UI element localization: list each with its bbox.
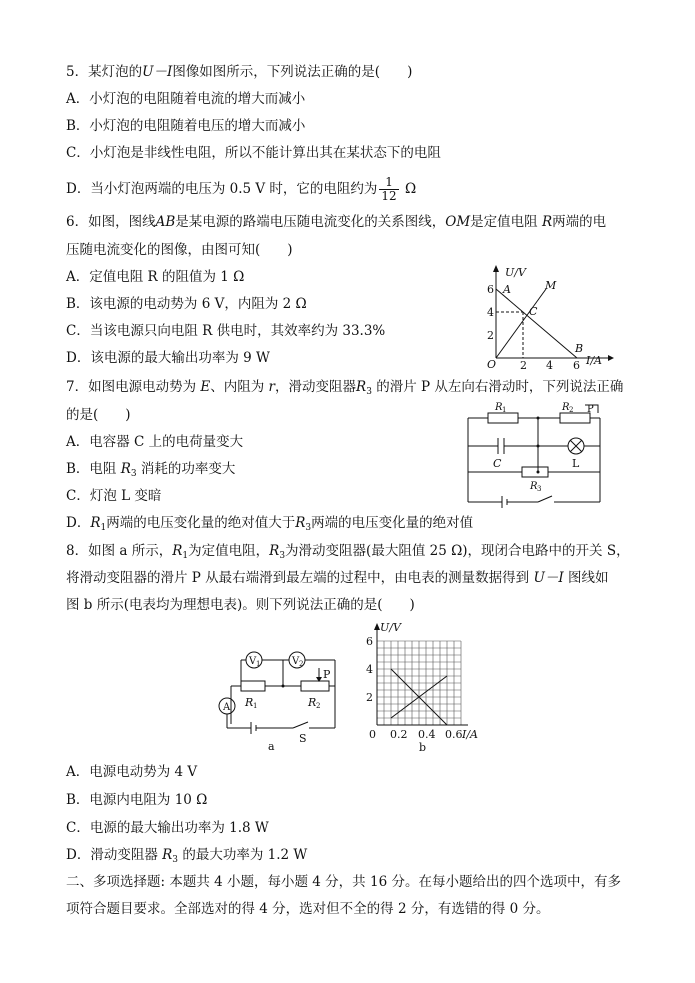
q8b-x-label: I/A: [462, 728, 478, 741]
q8b-xtick: 0.4: [418, 728, 436, 741]
q7-d-sub1: 1: [100, 523, 107, 533]
q8a-r1-label: R: [245, 696, 254, 709]
q8-r3: R: [269, 543, 280, 559]
q6-point-c: C: [529, 305, 538, 318]
q8-figure-a-circuit: [213, 640, 348, 752]
q8-d-r: R: [162, 847, 173, 863]
q7-text: ，滑动变阻器: [275, 379, 357, 395]
q5-stem-text: 5．某灯泡的: [66, 64, 143, 80]
q6-option-a: A．定值电阻 R 的阻值为 1 Ω: [66, 269, 245, 285]
q8-r3-sub: 3: [279, 551, 286, 561]
q7-r: r: [268, 379, 276, 395]
q8-figure-b-graph: [358, 618, 488, 752]
q5-d-denominator: 12: [381, 189, 397, 203]
q7-b-text: B．电阻: [66, 461, 121, 477]
q8b-ytick: 4: [366, 663, 373, 676]
q6-ytick: 4: [487, 306, 494, 319]
q8-r1: R: [172, 543, 183, 559]
q7-r3: R: [356, 379, 367, 395]
q8-text: 8．如图 a 所示，: [66, 543, 173, 559]
q7-r3-sub: 3: [366, 387, 372, 397]
q8a-caption: a: [268, 740, 275, 752]
q7-b-r: R: [120, 461, 131, 477]
q8-d-sub: 3: [172, 855, 179, 865]
q6-origin-label: O: [487, 358, 497, 370]
q6-option-b: B．该电源的电动势为 6 V，内阻为 2 Ω: [66, 296, 307, 312]
q8-option-a: A．电源电动势为 4 V: [66, 764, 198, 780]
q7-d-text-3: 两端的电压变化量的绝对值: [311, 515, 474, 531]
q7-label-l: L: [572, 457, 580, 470]
q7-text: 、内阻为: [210, 379, 265, 395]
q6-text: 是某电源的路端电压随电流变化的关系图线，: [175, 214, 446, 230]
q6-xtick: 6: [573, 359, 580, 370]
q8-text: 为滑动变阻器(最大阻值 25 Ω)，现闭合电路中的开关 S，: [285, 543, 630, 559]
q7-circuit: [460, 400, 610, 512]
q8a-s-label: S: [299, 732, 307, 745]
q8-d-text-2: 的最大功率为 1.2 W: [178, 847, 308, 863]
q8-stem-line1: [66, 541, 630, 561]
q5-stem: [66, 62, 412, 82]
q6-xtick: 4: [546, 359, 553, 370]
q5-d-text: D．当小灯泡两端的电压为 0.5 V 时，它的电阻约为: [66, 181, 378, 197]
q7-option-a: A．电容器 C 上的电荷量变大: [66, 434, 244, 450]
q6-y-arrow: [493, 265, 499, 272]
q8a-r2-label: R: [308, 696, 317, 709]
q8a-p-label: P: [323, 668, 331, 681]
q7-d-text-2: 两端的电压变化量的绝对值大于: [106, 515, 296, 531]
q6-ui-graph: [478, 262, 618, 370]
q8b-ytick: 6: [366, 635, 373, 648]
q7-stem-line1: [66, 377, 623, 397]
q8a-v2-sub: 2: [299, 660, 304, 668]
q5-stem-ui: U－I: [142, 64, 173, 80]
q7-stem-line2: 的是( ): [66, 407, 131, 423]
q6-option-c: C．当该电源只向电阻 R 供电时，其效率约为 33.3%: [66, 323, 386, 339]
q8-text: 图线如: [567, 570, 609, 586]
q8-ui: U－I: [533, 570, 564, 586]
q7-resistor-r1: [488, 413, 518, 423]
q5-option-d: [66, 176, 416, 203]
q5-stem-text-2: 图像如图所示，下列说法正确的是( ): [172, 64, 413, 80]
q7-label-r2: R: [562, 402, 570, 413]
q7-option-c: C．灯泡 L 变暗: [66, 488, 162, 504]
q6-text: 是定值电阻: [470, 214, 538, 230]
q6-ytick: 2: [487, 329, 494, 342]
q6-stem-line1: [66, 212, 606, 232]
section2-heading-line2: 项符合题目要求。全部选对的得 4 分，选对但不全的得 2 分，有选错的得 0 分。: [66, 901, 550, 917]
q6-xtick: 2: [520, 359, 527, 370]
q6-line-ab: [496, 289, 577, 358]
q8-r1-sub: 1: [182, 551, 189, 561]
q6-x-arrow: [608, 355, 614, 361]
q7-b-text-2: 消耗的功率变大: [136, 461, 236, 477]
q6-ytick: 6: [487, 283, 494, 296]
q7-b-sub: 3: [130, 469, 137, 479]
q5-d-unit: Ω: [405, 181, 417, 197]
q7-d-r1: R: [90, 515, 101, 531]
q8a-v2-label: V: [292, 656, 300, 667]
q8-option-c: C．电源的最大输出功率为 1.8 W: [66, 820, 269, 836]
q7-d-sub2: 3: [305, 523, 312, 533]
q8a-r2-sub: 2: [316, 702, 321, 710]
q7-e: E: [200, 379, 211, 395]
q7-label-c: C: [493, 457, 502, 470]
q8a-r1-sub: 1: [253, 702, 258, 710]
q8b-xtick: 0.2: [390, 728, 408, 741]
q7-label-r3-sub: 3: [537, 485, 542, 493]
q8a-resistor-r2: [301, 681, 329, 691]
q8-text: 为定值电阻，: [188, 543, 270, 559]
q6-y-label: U/V: [505, 266, 526, 279]
q7-resistor-r2: [560, 413, 590, 423]
q7-label-p: P: [587, 404, 594, 415]
q7-switch: [538, 496, 552, 502]
section2-heading-line1: 二、多项选择题: 本题共 4 小题，每小题 4 分，共 16 分。在每小题给出的四个选项中，有多: [66, 874, 621, 890]
q6-option-d: D．该电源的最大输出功率为 9 W: [66, 350, 270, 366]
q7-option-b: [66, 459, 235, 479]
q8b-grid: [377, 641, 461, 725]
q7-label-r2-sub: 2: [569, 406, 574, 414]
q6-point-b: B: [575, 342, 584, 355]
q5-option-a: A．小灯泡的电阻随着电流的增大而减小: [66, 91, 306, 107]
q7-label-r3: R: [530, 481, 538, 492]
q6-r: R: [541, 214, 553, 230]
q8-option-d: [66, 845, 307, 865]
q7-text: 7．如图电源电动势为: [66, 379, 197, 395]
q6-line-om: [496, 289, 546, 358]
q8b-caption: b: [419, 741, 427, 752]
q8-option-b: B．电源内电阻为 10 Ω: [66, 792, 208, 808]
q7-option-d: [66, 513, 473, 533]
q8-stem-line3: 图 b 所示(电表均为理想电表)。则下列说法正确的是( ): [66, 597, 415, 613]
q7-d-text: D．: [66, 515, 91, 531]
q8a-switch: [293, 722, 308, 728]
q8a-v1-sub: 1: [256, 660, 261, 668]
q6-x-label: I/A: [586, 354, 602, 367]
q6-ab: AB: [155, 214, 176, 230]
q6-text: 两端的电: [552, 214, 607, 230]
q8-d-text: D．滑动变阻器: [66, 847, 163, 863]
q8b-xtick: 0.6: [445, 728, 463, 741]
q5-option-c: C．小灯泡是非线性电阻，所以不能计算出其在某状态下的电阻: [66, 145, 441, 161]
q8a-v1-label: V: [249, 656, 257, 667]
q8-text: 将滑动变阻器的滑片 P 从最右端滑到最左端的过程中，由电表的测量数据得到: [66, 570, 530, 586]
q8-stem-line2: [66, 568, 608, 588]
q6-text: 6．如图，图线: [66, 214, 156, 230]
q6-point-m: M: [545, 279, 557, 292]
q5-d-fraction: [379, 176, 398, 203]
q6-stem-line2: 压随电流变化的图像，由图可知( ): [66, 242, 293, 258]
q8b-xtick: 0: [369, 728, 376, 741]
q5-option-b: B．小灯泡的电阻随着电压的增大而减小: [66, 118, 306, 134]
q5-d-numerator: 1: [379, 176, 398, 190]
q7-label-r1: R: [495, 402, 503, 413]
q7-text: 的滑片 P 从左向右滑动时，下列说法正确: [376, 379, 624, 395]
q7-d-r2: R: [295, 515, 306, 531]
q8b-y-label: U/V: [380, 621, 401, 634]
q6-point-a: A: [503, 283, 511, 296]
q6-om: OM: [445, 214, 471, 230]
q7-resistor-r3: [522, 467, 548, 477]
q8a-resistor-r1: [241, 681, 265, 691]
q7-label-r1-sub: 1: [502, 406, 507, 414]
q8a-a-label: A: [223, 702, 231, 713]
q8b-ytick: 2: [366, 691, 373, 704]
